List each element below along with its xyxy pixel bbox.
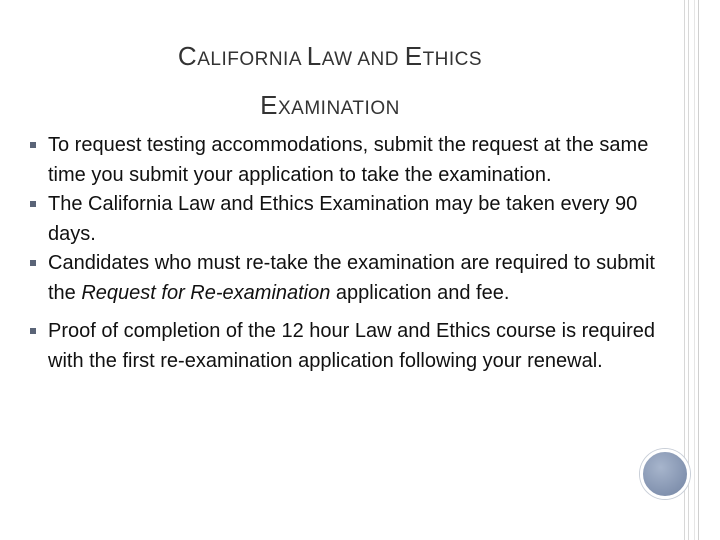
bullet-text: Proof of completion of the 12 hour Law and Ethics course is required with the first re-examination application following your renewal.	[48, 320, 656, 372]
title-rest: ALIFORNIA	[197, 49, 307, 70]
bullet-text-before: Candidates who must re-take the examination are required to submit the	[48, 252, 655, 304]
form-name: Request for Re-examination	[81, 281, 331, 304]
title-rest: THICS	[422, 49, 483, 70]
bullet-square-icon	[30, 142, 36, 148]
edge-line	[698, 0, 699, 540]
title-initial: E	[404, 41, 423, 71]
title-rest: XAMINATION	[278, 98, 400, 119]
edge-line	[688, 0, 689, 540]
bullet-square-icon	[30, 328, 36, 334]
bullet-list	[26, 131, 686, 376]
title-initial: E	[260, 90, 278, 120]
bullet-text: The California Law and Ethics Examination may be taken every 90 days.	[48, 193, 638, 245]
title-initial: C	[177, 41, 198, 71]
bullet-text-after: application and fee.	[330, 281, 510, 304]
bullet-item	[26, 190, 686, 249]
title-line-1	[60, 34, 600, 83]
edge-line	[694, 0, 695, 540]
bullet-item	[26, 249, 686, 308]
title-initial: L	[306, 41, 322, 71]
decorative-circle	[640, 449, 690, 499]
bullet-item	[26, 131, 686, 190]
slide-title	[60, 34, 600, 132]
title-line-2	[60, 83, 600, 132]
bullet-text: To request testing accommodations, submit the request at the same time you submit your application to take the examination.	[48, 134, 649, 186]
bullet-square-icon	[30, 260, 36, 266]
bullet-square-icon	[30, 201, 36, 207]
edge-decoration	[684, 0, 700, 540]
title-rest: AW AND	[321, 49, 405, 70]
bullet-item	[26, 317, 686, 376]
